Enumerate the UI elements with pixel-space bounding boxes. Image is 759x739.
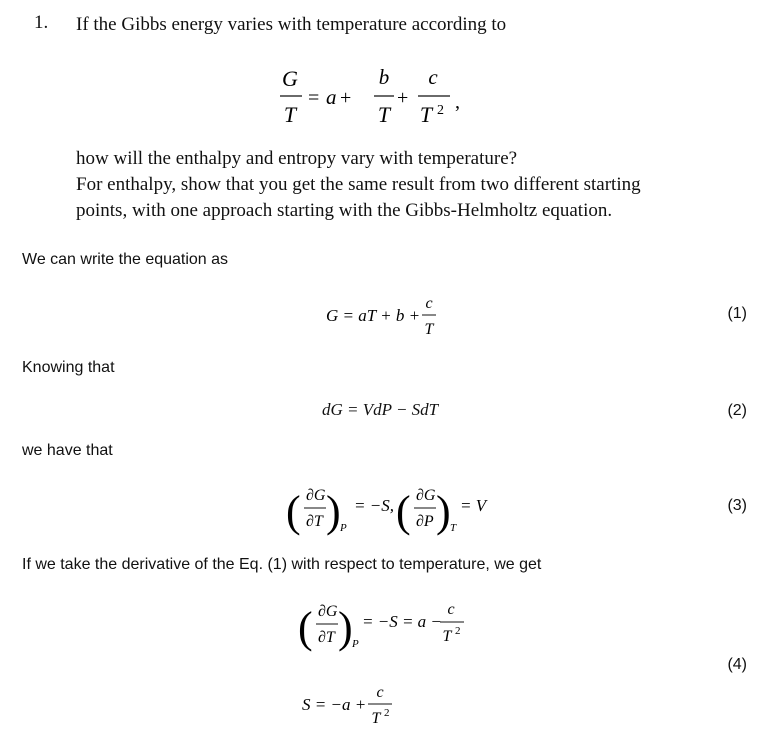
eq1-c: c bbox=[425, 295, 433, 312]
equation-2-number: (2) bbox=[727, 402, 747, 419]
equation-2: dG = VdP − SdT bbox=[322, 400, 439, 419]
solution-text-4: If we take the derivative of the Eq. (1) with respect to temperature, we get bbox=[22, 556, 542, 573]
eq0-plus-1: + bbox=[340, 87, 352, 109]
eq0-b: b bbox=[378, 65, 390, 89]
eq3-sub-T: T bbox=[450, 522, 457, 534]
eq4-exp-1: 2 bbox=[455, 625, 461, 637]
solution-text-1: We can write the equation as bbox=[22, 251, 229, 268]
solution-text-2: Knowing that bbox=[22, 359, 115, 376]
eq4-T-1: T bbox=[442, 628, 452, 645]
eq0-T2: T bbox=[377, 102, 391, 127]
eq4-rhs-1: = −S = a − bbox=[362, 612, 442, 631]
eq4-c-1: c bbox=[447, 601, 455, 618]
eq4-paren-open: ( bbox=[298, 603, 313, 652]
eq3-dT: ∂T bbox=[306, 513, 323, 530]
eq3-paren-close-1: ) bbox=[326, 487, 341, 536]
equation-4b bbox=[302, 681, 412, 731]
equation-4-number: (4) bbox=[727, 656, 747, 673]
equation-3-number: (3) bbox=[727, 497, 747, 514]
eq0-T3: T bbox=[419, 102, 433, 127]
eq4-exp-2: 2 bbox=[384, 707, 390, 719]
problem-line-1: If the Gibbs energy varies with temperature according to bbox=[76, 14, 507, 35]
eq3-sub-P: P bbox=[340, 522, 347, 534]
eq0-comma: , bbox=[455, 91, 460, 113]
eq1-T: T bbox=[424, 321, 434, 338]
eq3-paren-close-2: ) bbox=[436, 487, 451, 536]
eq3-rhs-2: = V bbox=[460, 496, 487, 515]
equation-1-number: (1) bbox=[727, 305, 747, 322]
eq3-rhs-1: = −S, bbox=[354, 496, 394, 515]
eq3-paren-open-1: ( bbox=[286, 487, 301, 536]
problem-line-2: how will the enthalpy and entropy vary with temperature? bbox=[76, 148, 518, 169]
eq0-c: c bbox=[428, 65, 438, 89]
equation-4a bbox=[296, 594, 486, 656]
equation-gibbs-over-t bbox=[280, 62, 480, 132]
problem-line-4: points, with one approach starting with the Gibbs-Helmholtz equation. bbox=[76, 200, 613, 221]
eq4-dG: ∂G bbox=[318, 603, 338, 620]
eq3-dG-2: ∂G bbox=[416, 487, 436, 504]
eq3-dG-1: ∂G bbox=[306, 487, 326, 504]
problem-number: 1. bbox=[34, 12, 49, 33]
equation-1 bbox=[326, 292, 466, 342]
eq4-paren-close: ) bbox=[338, 603, 353, 652]
eq0-a: a bbox=[326, 85, 337, 109]
eq0-G: G bbox=[282, 66, 298, 91]
eq4-sub-P: P bbox=[352, 638, 359, 650]
eq4-lhs-2: S = −a + bbox=[302, 695, 367, 714]
equation-3 bbox=[282, 478, 502, 538]
eq0-exponent: 2 bbox=[437, 103, 444, 118]
eq0-T1: T bbox=[283, 102, 297, 127]
eq3-paren-open-2: ( bbox=[396, 487, 411, 536]
eq0-equals: = bbox=[308, 87, 320, 109]
eq4-T-2: T bbox=[371, 710, 381, 727]
eq3-dP: ∂P bbox=[416, 513, 434, 530]
eq4-c-2: c bbox=[376, 684, 384, 701]
eq1-lhs: G = aT + b + bbox=[326, 306, 421, 325]
eq0-plus-2: + bbox=[397, 87, 409, 109]
eq4-dT: ∂T bbox=[318, 629, 335, 646]
problem-line-3: For enthalpy, show that you get the same result from two different starting bbox=[76, 174, 641, 195]
solution-text-3: we have that bbox=[22, 442, 113, 459]
